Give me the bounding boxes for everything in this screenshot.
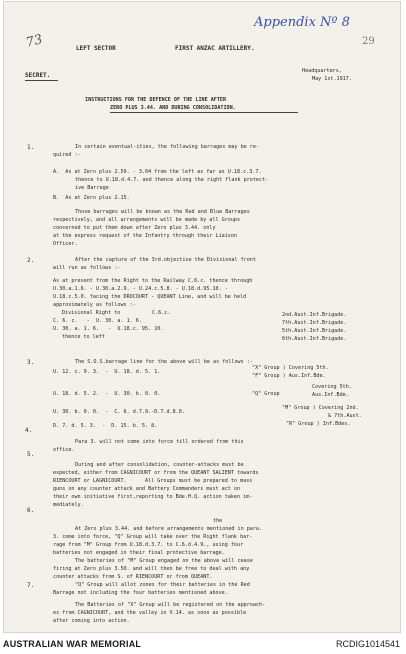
body-line: Officer.	[53, 241, 78, 247]
body-line: thence to left	[62, 334, 105, 340]
paragraph-number: 4.	[25, 427, 33, 434]
document-title-line-1: INSTRUCTIONS FOR THE DEFENCE OF THE LINE AFTER	[85, 97, 227, 103]
body-line: office.	[53, 447, 75, 453]
body-line: Those barrages will be known as the Red and Blue Barrages	[75, 209, 250, 215]
handwritten-insertion: the	[213, 518, 223, 524]
body-line: U.30.a.1.6. - U.30.a.2.9. - U.24.c.5.8. - U.18.d.95.10. -	[53, 286, 228, 292]
body-line: respectively, and all arrangements will be made by all Groups	[53, 217, 241, 223]
body-line: approximately as follows :-	[53, 302, 136, 308]
appendix-annotation: Appendix Nº 8	[254, 15, 350, 30]
body-line: "X" Group ) Covering 5th.	[252, 365, 329, 371]
body-line: 6th.Aust.Inf.Brigade.	[282, 336, 347, 342]
body-line: At Zero plus 3.44. and before arrangements mentioned in para.	[75, 526, 263, 532]
body-line: after coming into action.	[53, 618, 130, 624]
body-line: "Q" Group will allot zones for their batteries in the Red	[75, 582, 250, 588]
title-underline	[110, 112, 298, 113]
body-line: es from CAGNICOURT, and the valley in V.14. as soon as possible	[53, 610, 247, 616]
archive-name: AUSTRALIAN WAR MEMORIAL	[3, 639, 142, 649]
body-line: will run as follows :-	[53, 265, 121, 271]
body-line: their own initiative first,reporting to Bde.H.Q. action taken im-	[53, 494, 253, 500]
body-line: RIENCOURT or LAGNICOURT. All Groups must be prepared to mass	[53, 478, 253, 484]
document-date: May 1st.1917.	[312, 76, 352, 82]
body-line: After the capture of the 3rd.objective the Divisional front	[75, 257, 256, 263]
body-line: In certain eventual-ities, the following barrages may be re-	[75, 144, 260, 150]
paragraph-number: 3.	[27, 359, 35, 366]
body-line: "Q" Group	[252, 391, 280, 397]
paragraph-number: 7.	[27, 582, 35, 589]
body-line: Aus.Inf.Bde.	[312, 392, 349, 398]
classification-underline	[25, 80, 58, 81]
body-line: U. 30. a. 1. 6. - U.18.c. 95. 10.	[53, 326, 164, 332]
body-line: mediately.	[53, 502, 84, 508]
body-line: 7th.Aust.Inf.Brigade.	[282, 320, 347, 326]
body-line: "F" Group ) Aus.Inf.Bde.	[252, 373, 326, 379]
body-line: batteries not engaged in their final protective barrage.	[53, 550, 225, 556]
folio-number-handwritten: 73	[24, 32, 45, 51]
paragraph-number: 6.	[27, 507, 35, 514]
body-line: Barrage not including the four batteries mentioned above.	[53, 590, 228, 596]
body-line: U. 18. d. 5. 2. - U. 30. b. 0. 0.	[53, 391, 161, 397]
body-line: counter attacks from S. of RIENCOURT or from QUEANT.	[53, 574, 213, 580]
body-line: U.18.c.5.0. facing the DROCOURT - QUEANT Line, and will be held	[53, 294, 247, 300]
body-line: The batteries of "M" Group engaged on the above will cease	[75, 558, 253, 564]
body-line: As at present from the Right to the Railway C.6.c. thence through	[53, 278, 253, 284]
unit-heading: FIRST ANZAC ARTILLERY.	[175, 45, 255, 52]
body-line: quired :-	[53, 152, 81, 158]
body-line: U. 30. b. 0. 0. - C. 6. d.7.9.-D.7.d.8.0.	[53, 409, 185, 415]
record-id: RCDIG1014541	[335, 639, 400, 649]
headquarters-label: Headquarters,	[302, 68, 342, 74]
body-line: at the express request of the Infantry through their Liaison	[53, 233, 238, 239]
body-line: guns on any counter attack and Battery Commanders must act on	[53, 486, 241, 492]
body-line: The S.O.S.barrage line for the above will be as follows :-	[75, 359, 253, 365]
body-line: The Batteries of "X" Group will be registered on the approach-	[75, 602, 266, 608]
body-line: Divisional Right to	[62, 310, 121, 316]
body-line: "M" Group ) Covering 2nd.	[282, 405, 359, 411]
body-line: concerned to put them down after Zero plus 3.44. only	[53, 225, 216, 231]
body-line: U. 12. c. 9. 3. - U. 18. d. 5. 1.	[53, 369, 161, 375]
paragraph-number: 5.	[27, 451, 35, 458]
body-line: C.6.c.	[152, 310, 171, 316]
body-line: Covering 5th.	[312, 384, 352, 390]
paragraph-number: 1.	[27, 144, 35, 151]
body-line: firing at Zero plus 3.50. and will then be free to deal with any	[53, 566, 250, 572]
body-line: thence to U.18.d.4.7. and thence along the right flank protect-	[75, 177, 269, 183]
body-line: 2nd.Aust.Inf.Brigade.	[282, 312, 347, 318]
body-line: A. As at Zero plus 2.59. - 3.04 from the left as far as U.18.c.3.7.	[53, 169, 262, 175]
classification: SECRET.	[25, 72, 51, 79]
document-title-line-2: ZERO PLUS 3.44. AND DURING CONSOLIDATION.	[110, 105, 236, 111]
body-line: Para 3. will not come into force till ordered from this	[75, 439, 244, 445]
sector-heading: LEFT SECTOR	[76, 45, 116, 52]
page-number-handwritten: 29	[362, 36, 375, 47]
body-line: 5th.Aust.Inf.Brigade.	[282, 328, 347, 334]
body-line: expected, either from CAGNICOURT or from the QUEANT SALIENT towards	[53, 470, 259, 476]
paragraph-number: 2.	[27, 257, 35, 264]
body-line: C. 6. c. - U. 30. a. 1. 6.	[53, 318, 142, 324]
archive-footer	[0, 634, 406, 654]
body-line: "R" Group ) Inf.Bdes.	[286, 421, 351, 427]
body-line: & 7th.Aust.	[328, 413, 362, 419]
body-line: rage from "M" Group from U.18.d.3.7. to C.6.d.4.9., using four	[53, 542, 244, 548]
body-line: D. 7. d. 5. 3. - D. 15. b. 5. 8.	[53, 423, 158, 429]
body-line: ive Barrage	[75, 185, 109, 191]
body-line: 3. come into force, "Q" Group will take over the Right flank bar-	[53, 534, 253, 540]
body-line: During and after consolidation, counter-attacks must be	[75, 462, 244, 468]
body-line: B. As at Zero plus 2.15.	[53, 195, 130, 201]
